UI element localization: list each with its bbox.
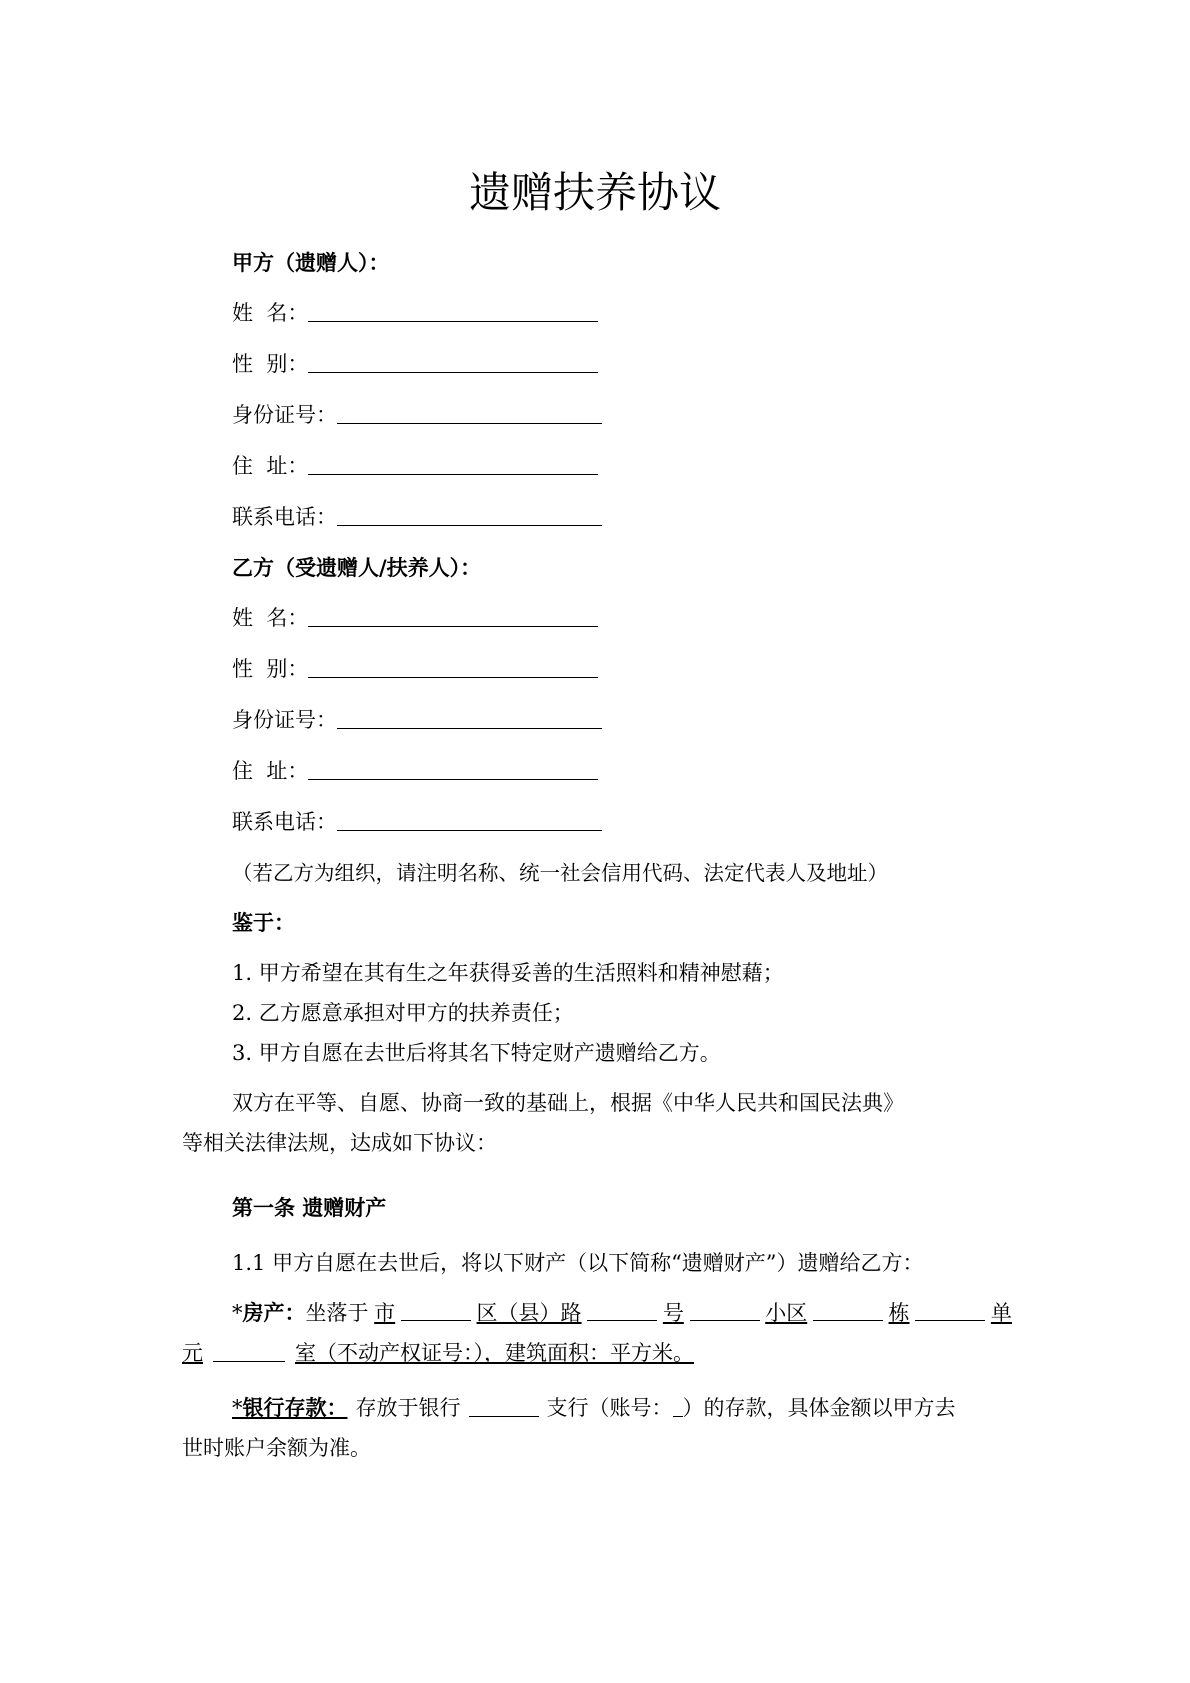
deposit-lead xyxy=(232,1396,348,1420)
deposit-bank-text: 存放于银行 xyxy=(355,1396,461,1420)
property-building-blank[interactable] xyxy=(915,1298,985,1321)
property-room-text: 室（不动产权证号：） xyxy=(295,1341,484,1365)
whereas-item: 1. 甲方希望在其有生之年获得妥善的生活照料和精神慰藉； xyxy=(232,961,784,985)
deposit-label: 银行存款： xyxy=(242,1396,348,1420)
party-a-phone-blank[interactable] xyxy=(337,503,602,526)
party-a-id-label: 身份证号： xyxy=(232,403,337,427)
party-a-name-blank[interactable] xyxy=(308,299,598,322)
property-building-text: 栋 xyxy=(888,1301,910,1325)
party-a-heading: 甲方（遗赠人）： xyxy=(232,251,390,275)
deposit-bank-blank[interactable] xyxy=(469,1394,539,1417)
party-b-gender-label: 性 别： xyxy=(232,657,309,681)
property-star: * xyxy=(232,1301,243,1325)
party-b-address-label: 住 址： xyxy=(232,759,309,783)
whereas-heading: 鉴于： xyxy=(232,911,295,935)
party-a-address-blank[interactable] xyxy=(308,452,598,475)
party-b-gender-row xyxy=(232,654,598,684)
deposit-branch-label: 支行（账号： xyxy=(546,1396,673,1420)
party-a-gender-row xyxy=(232,349,598,379)
property-area-text: ，建筑面积：平方米。 xyxy=(484,1341,694,1365)
property-number-blank[interactable] xyxy=(690,1298,760,1321)
property-label: 房产： xyxy=(242,1301,306,1325)
deposit-branch-text xyxy=(547,1396,704,1420)
party-a-name-label: 姓 名： xyxy=(232,301,309,325)
property-number-text: 号 xyxy=(662,1301,684,1325)
party-b-phone-row xyxy=(232,807,602,837)
property-city-text: 市 xyxy=(374,1301,396,1325)
party-a-gender-blank[interactable] xyxy=(308,350,598,373)
property-community-text: 小区 xyxy=(765,1301,808,1325)
property-line-1 xyxy=(232,1298,1012,1328)
document-title: 遗赠扶养协议 xyxy=(468,168,721,217)
party-a-phone-row xyxy=(232,502,602,532)
party-b-id-label: 身份证号： xyxy=(232,708,337,732)
article-1-clause: 1.1 甲方自愿在去世后，将以下财产（以下简称“遗赠财产”）遗赠给乙方： xyxy=(232,1251,924,1275)
party-a-address-label: 住 址： xyxy=(232,454,309,478)
property-community-blank[interactable] xyxy=(813,1298,883,1321)
party-b-id-row xyxy=(232,705,602,735)
preamble-line-1: 双方在平等、自愿、协商一致的基础上，根据《中华人民共和国民法典》 xyxy=(232,1091,904,1115)
party-b-name-label: 姓 名： xyxy=(232,606,309,630)
deposit-line-1 xyxy=(232,1393,956,1423)
party-b-heading: 乙方（受遗赠人/扶养人）： xyxy=(232,556,482,580)
whereas-item: 2. 乙方愿意承担对甲方的扶养责任； xyxy=(232,1001,574,1025)
party-b-name-blank[interactable] xyxy=(308,604,598,627)
party-b-name-row xyxy=(232,603,598,633)
deposit-line-2: 世时账户余额为准。 xyxy=(182,1436,371,1460)
party-a-gender-label: 性 别： xyxy=(232,352,309,376)
party-a-id-row xyxy=(232,400,602,430)
deposit-account-blank[interactable] xyxy=(673,1394,683,1417)
property-lead xyxy=(232,1298,369,1328)
deposit-rest-text: 的存款，具体金额以甲方去 xyxy=(703,1396,956,1420)
property-unit-text: 单 xyxy=(990,1301,1012,1325)
article-1-heading: 第一条 遗赠财产 xyxy=(232,1196,387,1220)
party-b-address-row xyxy=(232,756,598,786)
property-unit-text-2: 元 xyxy=(182,1341,203,1365)
party-b-phone-label: 联系电话： xyxy=(232,810,337,834)
party-a-address-row xyxy=(232,451,598,481)
party-a-phone-label: 联系电话： xyxy=(232,505,337,529)
party-a-id-blank[interactable] xyxy=(337,401,602,424)
party-b-phone-blank[interactable] xyxy=(337,808,602,831)
party-a-name-row xyxy=(232,298,598,328)
deposit-star: * xyxy=(232,1396,243,1420)
property-district-text: 区（县）路 xyxy=(476,1301,582,1325)
property-line-2 xyxy=(182,1338,694,1368)
property-road-blank[interactable] xyxy=(587,1298,657,1321)
deposit-close-text: ） xyxy=(682,1396,704,1420)
property-city-blank[interactable] xyxy=(401,1298,471,1321)
property-unit-blank[interactable] xyxy=(213,1339,285,1362)
property-located-text: 坐落于 xyxy=(305,1301,369,1325)
whereas-item: 3. 甲方自愿在去世后将其名下特定财产遗赠给乙方。 xyxy=(232,1041,721,1065)
party-b-address-blank[interactable] xyxy=(308,757,598,780)
party-b-id-blank[interactable] xyxy=(337,706,602,729)
preamble-line-2: 等相关法律法规，达成如下协议： xyxy=(182,1131,497,1155)
party-b-gender-blank[interactable] xyxy=(308,655,598,678)
party-b-note: （若乙方为组织，请注明名称、统一社会信用代码、法定代表人及地址） xyxy=(232,861,888,885)
